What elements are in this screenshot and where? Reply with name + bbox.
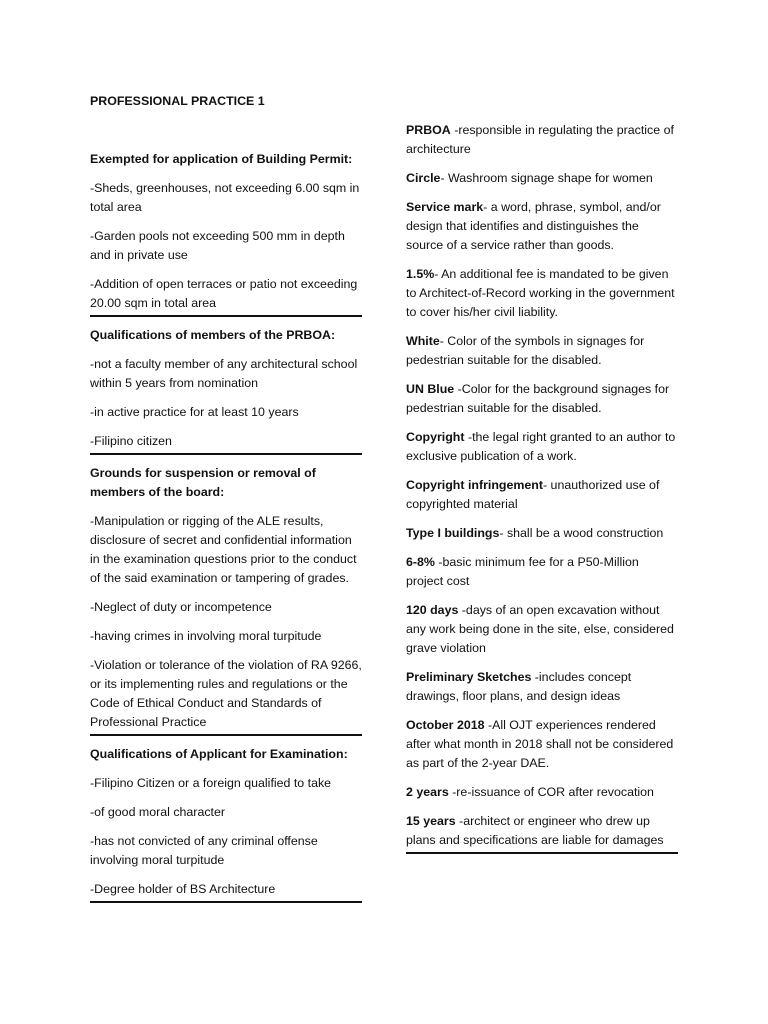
list-item: -Filipino citizen [90, 434, 172, 448]
glossary-entry [406, 121, 678, 159]
glossary-definition: -architect or engineer who drew up plans and specifications are liable for damages [406, 814, 664, 847]
glossary-definition: -All OJT experiences rendered after what month in 2018 shall not be considered as part of the 2-year DAE. [406, 718, 674, 770]
glossary-entry [406, 169, 678, 188]
list-item: -of good moral character [90, 805, 225, 819]
list-item: -has not convicted of any criminal offense involving moral turpitude [90, 834, 318, 867]
glossary-term: Copyright [406, 430, 465, 444]
glossary-definition: - Washroom signage shape for women [440, 171, 653, 185]
page-title: PROFESSIONAL PRACTICE 1 [90, 94, 265, 108]
glossary-entry [406, 265, 678, 322]
glossary-entry [406, 601, 678, 658]
glossary-term: White [406, 334, 440, 348]
list-item: -Addition of open terraces or patio not exceeding 20.00 sqm in total area [90, 277, 358, 310]
glossary-entry [406, 716, 678, 773]
glossary-term: 1.5% [406, 267, 435, 281]
glossary-entry [406, 783, 678, 802]
glossary-definition: - a word, phrase, symbol, and/or design that identifies and distinguishes the source of a service rather than goods. [406, 200, 661, 252]
section-applicant-qualifications [90, 745, 362, 903]
list-item: -in active practice for at least 10 years [90, 405, 299, 419]
section-prboa-qualifications [90, 326, 362, 455]
glossary-term: 15 years [406, 814, 456, 828]
glossary-definition: -includes concept drawings, floor plans, and design ideas [406, 670, 632, 703]
glossary-entry [406, 380, 678, 418]
list-item: -Manipulation or rigging of the ALE results, disclosure of secret and confidential information in the examination questions prior to the conduct of the said examination or tampering of grades. [90, 514, 357, 585]
glossary-term: Copyright infringement [406, 478, 543, 492]
glossary-term: Circle [406, 171, 441, 185]
glossary-definition: -basic minimum fee for a P50-Million project cost [406, 555, 639, 588]
glossary-definition: -responsible in regulating the practice of architecture [406, 123, 674, 156]
glossary-term: UN Blue [406, 382, 455, 396]
glossary-entry [406, 668, 678, 706]
glossary-definition: -re-issuance of COR after revocation [448, 785, 654, 799]
glossary-term: October 2018 [406, 718, 485, 732]
glossary-definition: - unauthorized use of copyrighted material [406, 478, 660, 511]
glossary-term: 120 days [406, 603, 459, 617]
list-item: -Filipino Citizen or a foreign qualified to take [90, 776, 332, 790]
list-item: -Sheds, greenhouses, not exceeding 6.00 sqm in total area [90, 181, 360, 214]
glossary-entry [406, 198, 678, 255]
glossary-entry [406, 476, 678, 514]
section-heading: Grounds for suspension or removal of members of the board: [90, 466, 316, 499]
glossary-entry [406, 428, 678, 466]
list-item: -having crimes in involving moral turpitude [90, 629, 322, 643]
section-heading: Qualifications of Applicant for Examination: [90, 747, 348, 761]
section-building-permit-exemptions [90, 150, 362, 317]
glossary-entry [406, 332, 678, 370]
glossary-term: 6-8% [406, 555, 435, 569]
list-item: -Degree holder of BS Architecture [90, 882, 276, 896]
glossary-definition: - shall be a wood construction [499, 526, 664, 540]
glossary-term: Preliminary Sketches [406, 670, 532, 684]
right-column-glossary [406, 121, 678, 854]
glossary-definition: -days of an open excavation without any work being done in the site, else, considered grave violation [406, 603, 674, 655]
list-item: -Garden pools not exceeding 500 mm in depth and in private use [90, 229, 345, 262]
glossary-entry [406, 524, 678, 543]
left-column [90, 150, 362, 912]
section-grounds-for-removal [90, 464, 362, 736]
glossary-definition: - An additional fee is mandated to be given to Architect-of-Record working in the government to cover his/her civil liability. [406, 267, 675, 319]
glossary-term: Service mark [406, 200, 484, 214]
glossary-term: Type I buildings [406, 526, 500, 540]
section-heading: Exempted for application of Building Permit: [90, 152, 353, 166]
glossary-term: 2 years [406, 785, 449, 799]
list-item: -not a faculty member of any architectural school within 5 years from nomination [90, 357, 358, 390]
list-item: -Violation or tolerance of the violation of RA 9266, or its implementing rules and regulations or the Code of Ethical Conduct and Standards of Professional Practice [90, 658, 362, 729]
glossary-term: PRBOA [406, 123, 451, 137]
glossary-entry [406, 812, 678, 854]
section-heading: Qualifications of members of the PRBOA: [90, 328, 336, 342]
list-item: -Neglect of duty or incompetence [90, 600, 272, 614]
glossary-definition: - Color of the symbols in signages for pedestrian suitable for the disabled. [406, 334, 645, 367]
glossary-definition: -the legal right granted to an author to exclusive publication of a work. [406, 430, 676, 463]
glossary-definition: -Color for the background signages for pedestrian suitable for the disabled. [406, 382, 670, 415]
glossary-entry [406, 553, 678, 591]
